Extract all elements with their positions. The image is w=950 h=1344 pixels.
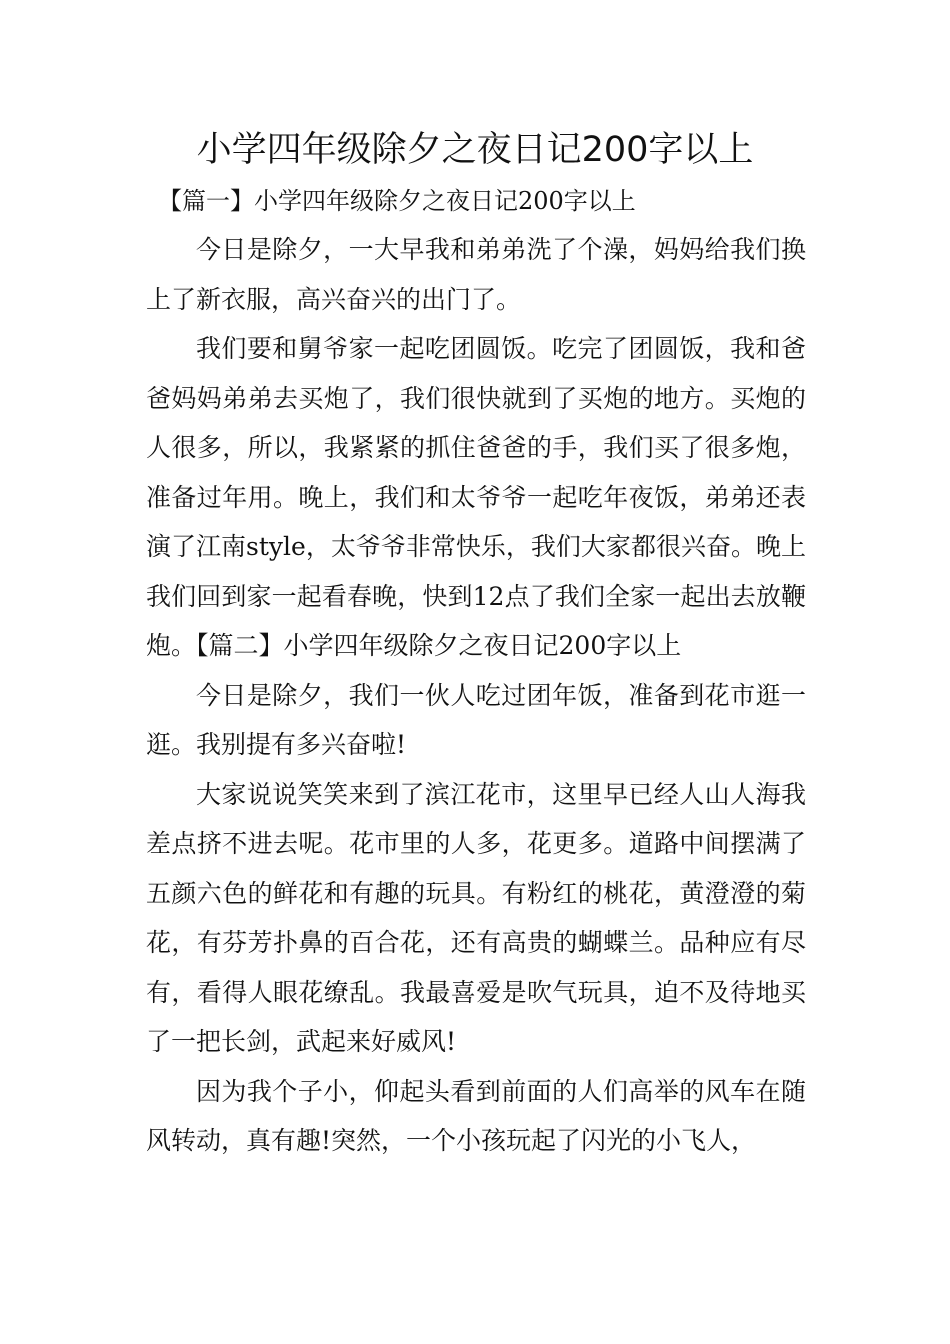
paragraph-5: 因为我个子小，仰起头看到前面的人们高举的风车在随风转动，真有趣!突然，一个小孩玩起了闪光的小飞人， (146, 1076, 806, 1155)
document-body (146, 225, 806, 1166)
paragraph-2: 我们要和舅爷家一起吃团圆饭。吃完了团圆饭，我和爸爸妈妈弟弟去买炮了，我们很快就到了买炮的地方。买炮的人很多，所以，我紧紧的抓住爸爸的手，我们买了很多炮，准备过年用。晚上，我们和太爷爷一起吃年夜饭，弟弟还表演了江南style，太爷爷非常快乐，我们大家都很兴奋。晚上我们回到家一起看春晚，快到12点了我们全家一起出去放鞭炮。【篇二】小学四年级除夕之夜日记200字以上 (146, 334, 806, 660)
paragraph-1: 今日是除夕，一大早我和弟弟洗了个澡，妈妈给我们换上了新衣服，高兴奋兴的出门了。 (146, 235, 806, 314)
section-heading: 【篇一】小学四年级除夕之夜日记200字以上 (158, 187, 636, 215)
paragraph-4: 大家说说笑笑来到了滨江花市，这里早已经人山人海我差点挤不进去呢。花市里的人多，花更多。道路中间摆满了五颜六色的鲜花和有趣的玩具。有粉红的桃花，黄澄澄的菊花，有芬芳扑鼻的百合花，还有高贵的蝴蝶兰。品种应有尽有，看得人眼花缭乱。我最喜爱是吹气玩具，迫不及待地买了一把长剑，武起来好威风! (146, 779, 806, 1056)
document-title: 小学四年级除夕之夜日记200字以上 (196, 130, 754, 170)
paragraph-3: 今日是除夕，我们一伙人吃过团年饭，准备到花市逛一逛。我别提有多兴奋啦! (146, 680, 806, 759)
